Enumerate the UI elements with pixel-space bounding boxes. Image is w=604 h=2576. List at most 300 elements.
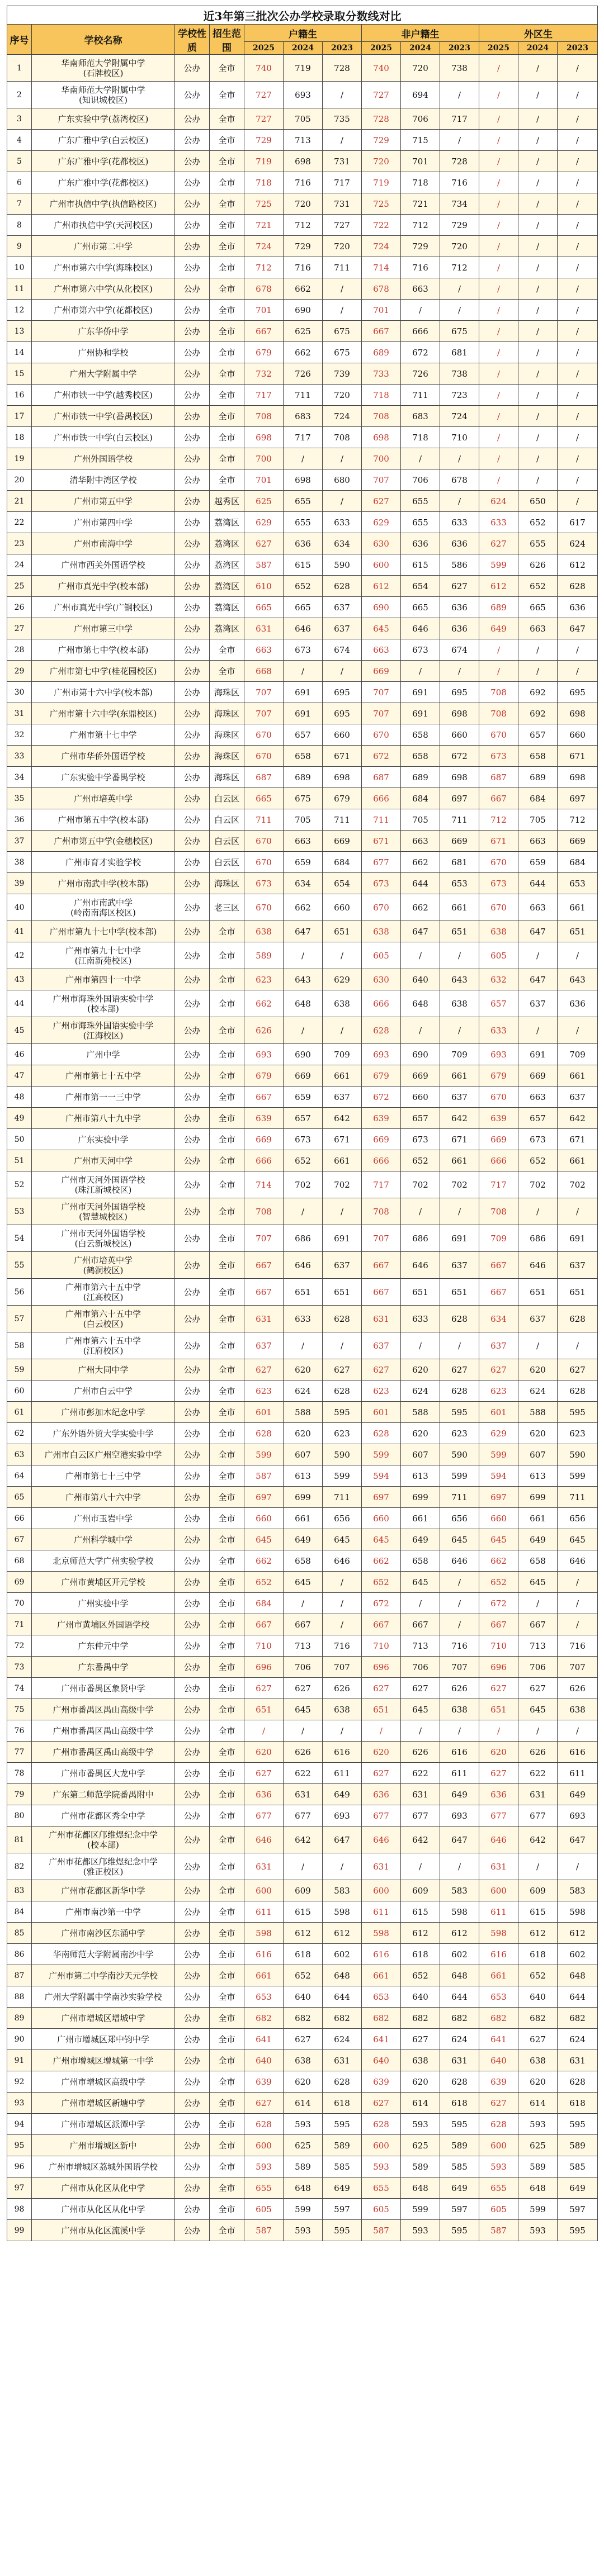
cell-index: 94 [7, 2114, 32, 2135]
cell-local-2025: 629 [244, 512, 284, 533]
cell-other-2024: / [518, 55, 558, 82]
cell-other-2023: 711 [558, 1487, 598, 1508]
cell-nonlocal-2023: 671 [440, 1129, 479, 1150]
cell-school-name: 广州市第四中学 [32, 512, 175, 533]
cell-nonlocal-2023: 626 [440, 1678, 479, 1699]
cell-local-2023: 585 [323, 2156, 362, 2177]
cell-local-2025: 623 [244, 1380, 284, 1402]
cell-local-2023: 674 [323, 639, 362, 661]
cell-local-2024: / [284, 942, 323, 969]
cell-local-2025: 598 [244, 1923, 284, 1944]
cell-nonlocal-2023: 709 [440, 1044, 479, 1065]
cell-other-2024: / [518, 1017, 558, 1044]
cell-school-name: 广州市增城区荔城外国语学校 [32, 2156, 175, 2177]
table-row [7, 342, 598, 363]
cell-nonlocal-2024: 662 [401, 894, 440, 921]
cell-local-2025: 670 [244, 894, 284, 921]
cell-nature: 公办 [175, 597, 210, 618]
cell-local-2024: 663 [284, 831, 323, 852]
table-row [7, 236, 598, 257]
cell-index: 65 [7, 1487, 32, 1508]
cell-nonlocal-2023: 734 [440, 193, 479, 215]
cell-local-2025: 587 [244, 554, 284, 576]
cell-nonlocal-2024: 631 [401, 1784, 440, 1805]
table-row [7, 108, 598, 130]
table-row [7, 151, 598, 172]
cell-nature: 公办 [175, 2199, 210, 2220]
cell-nature: 公办 [175, 1944, 210, 1965]
cell-nonlocal-2024: 657 [401, 1108, 440, 1129]
cell-school-name: 广州协和学校 [32, 342, 175, 363]
cell-index: 24 [7, 554, 32, 576]
cell-school-name: 广州市花都区新华中学 [32, 1880, 175, 1901]
cell-other-2025: 633 [479, 1017, 518, 1044]
cell-nonlocal-2023: 738 [440, 363, 479, 385]
cell-nonlocal-2025: 666 [362, 990, 401, 1017]
cell-nonlocal-2024: 609 [401, 1880, 440, 1901]
cell-area: 全市 [210, 1150, 244, 1171]
cell-other-2025: 667 [479, 1279, 518, 1306]
cell-school-name: 广州市第六十五中学 (江高校区) [32, 1279, 175, 1306]
cell-local-2025: 631 [244, 618, 284, 639]
cell-nonlocal-2025: 677 [362, 852, 401, 873]
cell-other-2024: 692 [518, 703, 558, 724]
cell-area: 全市 [210, 385, 244, 406]
cell-nonlocal-2025: 672 [362, 1087, 401, 1108]
cell-local-2024: 705 [284, 809, 323, 831]
cell-nonlocal-2023: 636 [440, 597, 479, 618]
table-row [7, 1198, 598, 1225]
cell-nonlocal-2025: 627 [362, 1763, 401, 1784]
cell-local-2025: 600 [244, 1880, 284, 1901]
cell-index: 52 [7, 1171, 32, 1198]
cell-other-2023: / [558, 1614, 598, 1635]
cell-nature: 公办 [175, 2135, 210, 2156]
cell-local-2025: 631 [244, 1853, 284, 1880]
cell-school-name: 广州市第十六中学(东鼎校区) [32, 703, 175, 724]
cell-other-2024: 650 [518, 491, 558, 512]
cell-index: 83 [7, 1880, 32, 1901]
cell-nonlocal-2024: 673 [401, 1129, 440, 1150]
cell-local-2023: 727 [323, 215, 362, 236]
cell-nonlocal-2025: 630 [362, 969, 401, 990]
cell-nonlocal-2024: / [401, 1853, 440, 1880]
cell-local-2024: 643 [284, 969, 323, 990]
cell-local-2024: 686 [284, 1225, 323, 1252]
cell-local-2025: 667 [244, 321, 284, 342]
cell-other-2023: / [558, 1593, 598, 1614]
cell-nature: 公办 [175, 1657, 210, 1678]
cell-school-name: 广州市天河外国语学校 (智慧城校区) [32, 1198, 175, 1225]
cell-nature: 公办 [175, 1198, 210, 1225]
cell-local-2024: 657 [284, 724, 323, 746]
cell-index: 2 [7, 82, 32, 108]
cell-other-2024: 652 [518, 512, 558, 533]
cell-local-2023: / [323, 1332, 362, 1359]
cell-nonlocal-2023: / [440, 300, 479, 321]
cell-other-2023: 649 [558, 1784, 598, 1805]
cell-nonlocal-2024: 620 [401, 1423, 440, 1444]
cell-nonlocal-2025: 733 [362, 363, 401, 385]
cell-nonlocal-2023: 616 [440, 1742, 479, 1763]
cell-nonlocal-2025: 678 [362, 278, 401, 300]
cell-nonlocal-2025: 637 [362, 1332, 401, 1359]
cell-local-2023: 637 [323, 597, 362, 618]
table-row [7, 1923, 598, 1944]
cell-other-2024: 665 [518, 597, 558, 618]
cell-other-2024: / [518, 406, 558, 427]
cell-other-2025: / [479, 448, 518, 469]
cell-other-2024: 652 [518, 1965, 558, 1986]
cell-nonlocal-2025: 600 [362, 554, 401, 576]
table-row [7, 278, 598, 300]
cell-nature: 公办 [175, 1827, 210, 1853]
cell-local-2025: 610 [244, 576, 284, 597]
cell-other-2023: 585 [558, 2156, 598, 2177]
cell-nonlocal-2025: 627 [362, 1359, 401, 1380]
cell-school-name: 广州市黄埔区外国语学校 [32, 1614, 175, 1635]
cell-other-2023: 651 [558, 1279, 598, 1306]
cell-nature: 公办 [175, 215, 210, 236]
cell-index: 27 [7, 618, 32, 639]
cell-index: 80 [7, 1805, 32, 1827]
cell-other-2025: 651 [479, 1699, 518, 1720]
cell-local-2025: 605 [244, 2199, 284, 2220]
cell-other-2025: / [479, 321, 518, 342]
cell-local-2023: 645 [323, 1529, 362, 1550]
cell-nonlocal-2025: 670 [362, 894, 401, 921]
cell-nonlocal-2024: 662 [401, 852, 440, 873]
cell-other-2025: / [479, 130, 518, 151]
cell-other-2025: 655 [479, 2177, 518, 2199]
cell-nonlocal-2024: / [401, 1198, 440, 1225]
cell-local-2024: 662 [284, 894, 323, 921]
cell-local-2023: / [323, 1593, 362, 1614]
cell-nature: 公办 [175, 682, 210, 703]
cell-nonlocal-2024: 684 [401, 788, 440, 809]
cell-area: 全市 [210, 1198, 244, 1225]
cell-nature: 公办 [175, 1550, 210, 1572]
cell-nonlocal-2025: 725 [362, 193, 401, 215]
header-index: 序号 [7, 25, 32, 55]
cell-nonlocal-2024: / [401, 1593, 440, 1614]
cell-other-2025: 670 [479, 852, 518, 873]
cell-local-2023: 691 [323, 1225, 362, 1252]
cell-other-2024: 637 [518, 990, 558, 1017]
cell-area: 全市 [210, 990, 244, 1017]
cell-nonlocal-2024: 645 [401, 1699, 440, 1720]
cell-school-name: 广州市第十七中学 [32, 724, 175, 746]
cell-index: 15 [7, 363, 32, 385]
cell-local-2025: 725 [244, 193, 284, 215]
cell-school-name: 广东广雅中学(白云校区) [32, 130, 175, 151]
cell-nature: 公办 [175, 639, 210, 661]
cell-local-2023: / [323, 1198, 362, 1225]
cell-index: 68 [7, 1550, 32, 1572]
cell-other-2025: 708 [479, 682, 518, 703]
cell-local-2024: / [284, 448, 323, 469]
cell-area: 全市 [210, 2156, 244, 2177]
cell-index: 88 [7, 1986, 32, 2008]
cell-other-2024: 612 [518, 1923, 558, 1944]
cell-area: 荔湾区 [210, 533, 244, 554]
cell-local-2024: 673 [284, 639, 323, 661]
cell-local-2025: 710 [244, 1635, 284, 1657]
header-year: 2024 [401, 42, 440, 55]
cell-other-2024: 655 [518, 533, 558, 554]
cell-nonlocal-2025: 701 [362, 300, 401, 321]
cell-local-2024: 615 [284, 1901, 323, 1923]
cell-nonlocal-2023: 602 [440, 1944, 479, 1965]
cell-other-2023: 651 [558, 921, 598, 942]
cell-local-2024: 705 [284, 108, 323, 130]
cell-other-2023: 642 [558, 1108, 598, 1129]
cell-local-2023: 595 [323, 2220, 362, 2241]
cell-local-2025: 620 [244, 1742, 284, 1763]
cell-other-2024: 667 [518, 1614, 558, 1635]
cell-local-2024: 729 [284, 236, 323, 257]
cell-index: 69 [7, 1572, 32, 1593]
cell-nonlocal-2023: 646 [440, 1550, 479, 1572]
cell-index: 86 [7, 1944, 32, 1965]
cell-index: 37 [7, 831, 32, 852]
header-area: 招生范围 [210, 25, 244, 55]
cell-other-2024: 658 [518, 1550, 558, 1572]
table-title: 近3年第三批次公办学校录取分数线对比 [7, 6, 598, 25]
cell-nonlocal-2025: 689 [362, 342, 401, 363]
cell-nonlocal-2024: 589 [401, 2156, 440, 2177]
cell-other-2024: / [518, 469, 558, 491]
cell-local-2024: 642 [284, 1827, 323, 1853]
table-row [7, 597, 598, 618]
cell-school-name: 广东仲元中学 [32, 1635, 175, 1657]
cell-nature: 公办 [175, 1853, 210, 1880]
table-row [7, 554, 598, 576]
cell-other-2025: 631 [479, 1853, 518, 1880]
cell-index: 76 [7, 1720, 32, 1742]
cell-nonlocal-2024: / [401, 661, 440, 682]
cell-nonlocal-2024: 663 [401, 831, 440, 852]
cell-nature: 公办 [175, 746, 210, 767]
cell-nonlocal-2024: 705 [401, 809, 440, 831]
cell-nonlocal-2025: 679 [362, 1065, 401, 1087]
header-year: 2025 [479, 42, 518, 55]
cell-other-2023: 644 [558, 1986, 598, 2008]
cell-nature: 公办 [175, 921, 210, 942]
cell-local-2023: 684 [323, 852, 362, 873]
cell-other-2023: 624 [558, 2029, 598, 2050]
cell-area: 全市 [210, 342, 244, 363]
cell-local-2025: 712 [244, 257, 284, 278]
cell-local-2024: 693 [284, 82, 323, 108]
cell-local-2023: / [323, 1720, 362, 1742]
cell-nonlocal-2023: 627 [440, 1359, 479, 1380]
cell-nonlocal-2024: 614 [401, 2093, 440, 2114]
cell-other-2023: 648 [558, 1965, 598, 1986]
cell-other-2023: / [558, 363, 598, 385]
cell-nonlocal-2023: 631 [440, 2050, 479, 2071]
cell-area: 全市 [210, 1923, 244, 1944]
cell-local-2024: 706 [284, 1657, 323, 1678]
cell-local-2024: 647 [284, 921, 323, 942]
cell-nonlocal-2023: 623 [440, 1423, 479, 1444]
cell-nonlocal-2025: 655 [362, 2177, 401, 2199]
cell-index: 25 [7, 576, 32, 597]
cell-local-2023: 590 [323, 1444, 362, 1465]
header-school-name: 学校名称 [32, 25, 175, 55]
cell-nonlocal-2024: 613 [401, 1465, 440, 1487]
cell-other-2025: 627 [479, 2093, 518, 2114]
cell-other-2024: / [518, 1198, 558, 1225]
cell-local-2023: 628 [323, 2071, 362, 2093]
cell-other-2025: 689 [479, 597, 518, 618]
cell-nonlocal-2023: 675 [440, 321, 479, 342]
cell-local-2025: 665 [244, 597, 284, 618]
table-row [7, 873, 598, 894]
cell-other-2023: / [558, 639, 598, 661]
cell-other-2025: / [479, 385, 518, 406]
cell-local-2023: 695 [323, 682, 362, 703]
table-row [7, 1017, 598, 1044]
cell-other-2023: / [558, 385, 598, 406]
cell-school-name: 广州市执信中学(天河校区) [32, 215, 175, 236]
cell-nonlocal-2023: / [440, 942, 479, 969]
cell-other-2025: 649 [479, 618, 518, 639]
cell-nonlocal-2025: 623 [362, 1380, 401, 1402]
cell-nonlocal-2024: 647 [401, 921, 440, 942]
cell-index: 44 [7, 990, 32, 1017]
cell-local-2025: 679 [244, 342, 284, 363]
table-row [7, 1986, 598, 2008]
cell-area: 荔湾区 [210, 597, 244, 618]
cell-nonlocal-2024: 593 [401, 2114, 440, 2135]
cell-school-name: 广州市增城区派潭中学 [32, 2114, 175, 2135]
cell-local-2025: 587 [244, 2220, 284, 2241]
cell-nonlocal-2023: 637 [440, 1087, 479, 1108]
cell-other-2024: 646 [518, 1252, 558, 1279]
table-row [7, 533, 598, 554]
cell-other-2023: 637 [558, 1087, 598, 1108]
cell-school-name: 广州市玉岩中学 [32, 1508, 175, 1529]
cell-index: 60 [7, 1380, 32, 1402]
cell-other-2025: 623 [479, 1380, 518, 1402]
cell-school-name: 华南师范大学附属中学 (石牌校区) [32, 55, 175, 82]
cell-nonlocal-2024: 665 [401, 597, 440, 618]
header-nonlocal: 非户籍生 [362, 25, 479, 42]
cell-nonlocal-2025: 667 [362, 1614, 401, 1635]
cell-nonlocal-2023: 729 [440, 215, 479, 236]
cell-local-2023: 660 [323, 894, 362, 921]
table-row [7, 1423, 598, 1444]
cell-nonlocal-2025: 620 [362, 1742, 401, 1763]
score-table [7, 6, 598, 2241]
cell-index: 63 [7, 1444, 32, 1465]
cell-local-2023: 680 [323, 469, 362, 491]
cell-local-2024: 646 [284, 1252, 323, 1279]
cell-nature: 公办 [175, 1423, 210, 1444]
cell-nature: 公办 [175, 1444, 210, 1465]
cell-local-2025: 653 [244, 1986, 284, 2008]
cell-other-2023: / [558, 108, 598, 130]
cell-school-name: 广州市第九十七中学(校本部) [32, 921, 175, 942]
cell-nonlocal-2023: 643 [440, 969, 479, 990]
cell-local-2025: 639 [244, 1108, 284, 1129]
cell-local-2025: 640 [244, 2050, 284, 2071]
cell-other-2025: / [479, 278, 518, 300]
cell-school-name: 广州市第四十一中学 [32, 969, 175, 990]
cell-nature: 公办 [175, 1572, 210, 1593]
cell-nonlocal-2025: 628 [362, 2114, 401, 2135]
cell-local-2025: 677 [244, 1805, 284, 1827]
cell-local-2024: 622 [284, 1763, 323, 1784]
cell-local-2024: 667 [284, 1614, 323, 1635]
cell-nonlocal-2025: 677 [362, 1805, 401, 1827]
cell-other-2024: 625 [518, 2135, 558, 2156]
cell-nonlocal-2025: 662 [362, 1550, 401, 1572]
cell-nonlocal-2025: 666 [362, 1150, 401, 1171]
cell-other-2023: / [558, 1198, 598, 1225]
cell-nonlocal-2024: 712 [401, 215, 440, 236]
cell-nonlocal-2025: 720 [362, 151, 401, 172]
cell-other-2025: 599 [479, 1444, 518, 1465]
cell-nonlocal-2023: 693 [440, 1805, 479, 1827]
cell-nature: 公办 [175, 2220, 210, 2241]
cell-other-2023: / [558, 82, 598, 108]
cell-nonlocal-2023: / [440, 448, 479, 469]
cell-nonlocal-2025: 636 [362, 1784, 401, 1805]
cell-index: 54 [7, 1225, 32, 1252]
cell-nonlocal-2025: 722 [362, 215, 401, 236]
cell-nature: 公办 [175, 1171, 210, 1198]
cell-local-2025: 628 [244, 1423, 284, 1444]
cell-nonlocal-2023: 618 [440, 2093, 479, 2114]
cell-nature: 公办 [175, 852, 210, 873]
cell-local-2024: 682 [284, 2008, 323, 2029]
cell-local-2025: 652 [244, 1572, 284, 1593]
cell-local-2024: 613 [284, 1465, 323, 1487]
cell-other-2024: 620 [518, 2071, 558, 2093]
cell-area: 全市 [210, 2220, 244, 2241]
cell-nonlocal-2024: 618 [401, 1944, 440, 1965]
cell-area: 老三区 [210, 894, 244, 921]
cell-index: 6 [7, 172, 32, 193]
cell-nonlocal-2023: 698 [440, 767, 479, 788]
cell-school-name: 广东实验中学番禺学校 [32, 767, 175, 788]
cell-nonlocal-2025: 598 [362, 1923, 401, 1944]
cell-school-name: 广州市番禺区禺山高级中学 [32, 1699, 175, 1720]
cell-area: 全市 [210, 1108, 244, 1129]
table-row [7, 172, 598, 193]
cell-local-2025: 740 [244, 55, 284, 82]
cell-other-2023: / [558, 236, 598, 257]
cell-local-2023: 735 [323, 108, 362, 130]
cell-nature: 公办 [175, 1087, 210, 1108]
header-year: 2025 [244, 42, 284, 55]
cell-nonlocal-2023: 638 [440, 990, 479, 1017]
cell-nonlocal-2023: / [440, 1572, 479, 1593]
cell-other-2024: / [518, 1332, 558, 1359]
cell-local-2024: 648 [284, 990, 323, 1017]
cell-nonlocal-2024: 624 [401, 1380, 440, 1402]
cell-school-name: 广州市第三中学 [32, 618, 175, 639]
cell-other-2024: / [518, 236, 558, 257]
cell-area: 全市 [210, 2050, 244, 2071]
cell-nature: 公办 [175, 2008, 210, 2029]
cell-other-2024: 644 [518, 873, 558, 894]
cell-area: 海珠区 [210, 746, 244, 767]
cell-local-2024: 620 [284, 2071, 323, 2093]
cell-area: 荔湾区 [210, 554, 244, 576]
